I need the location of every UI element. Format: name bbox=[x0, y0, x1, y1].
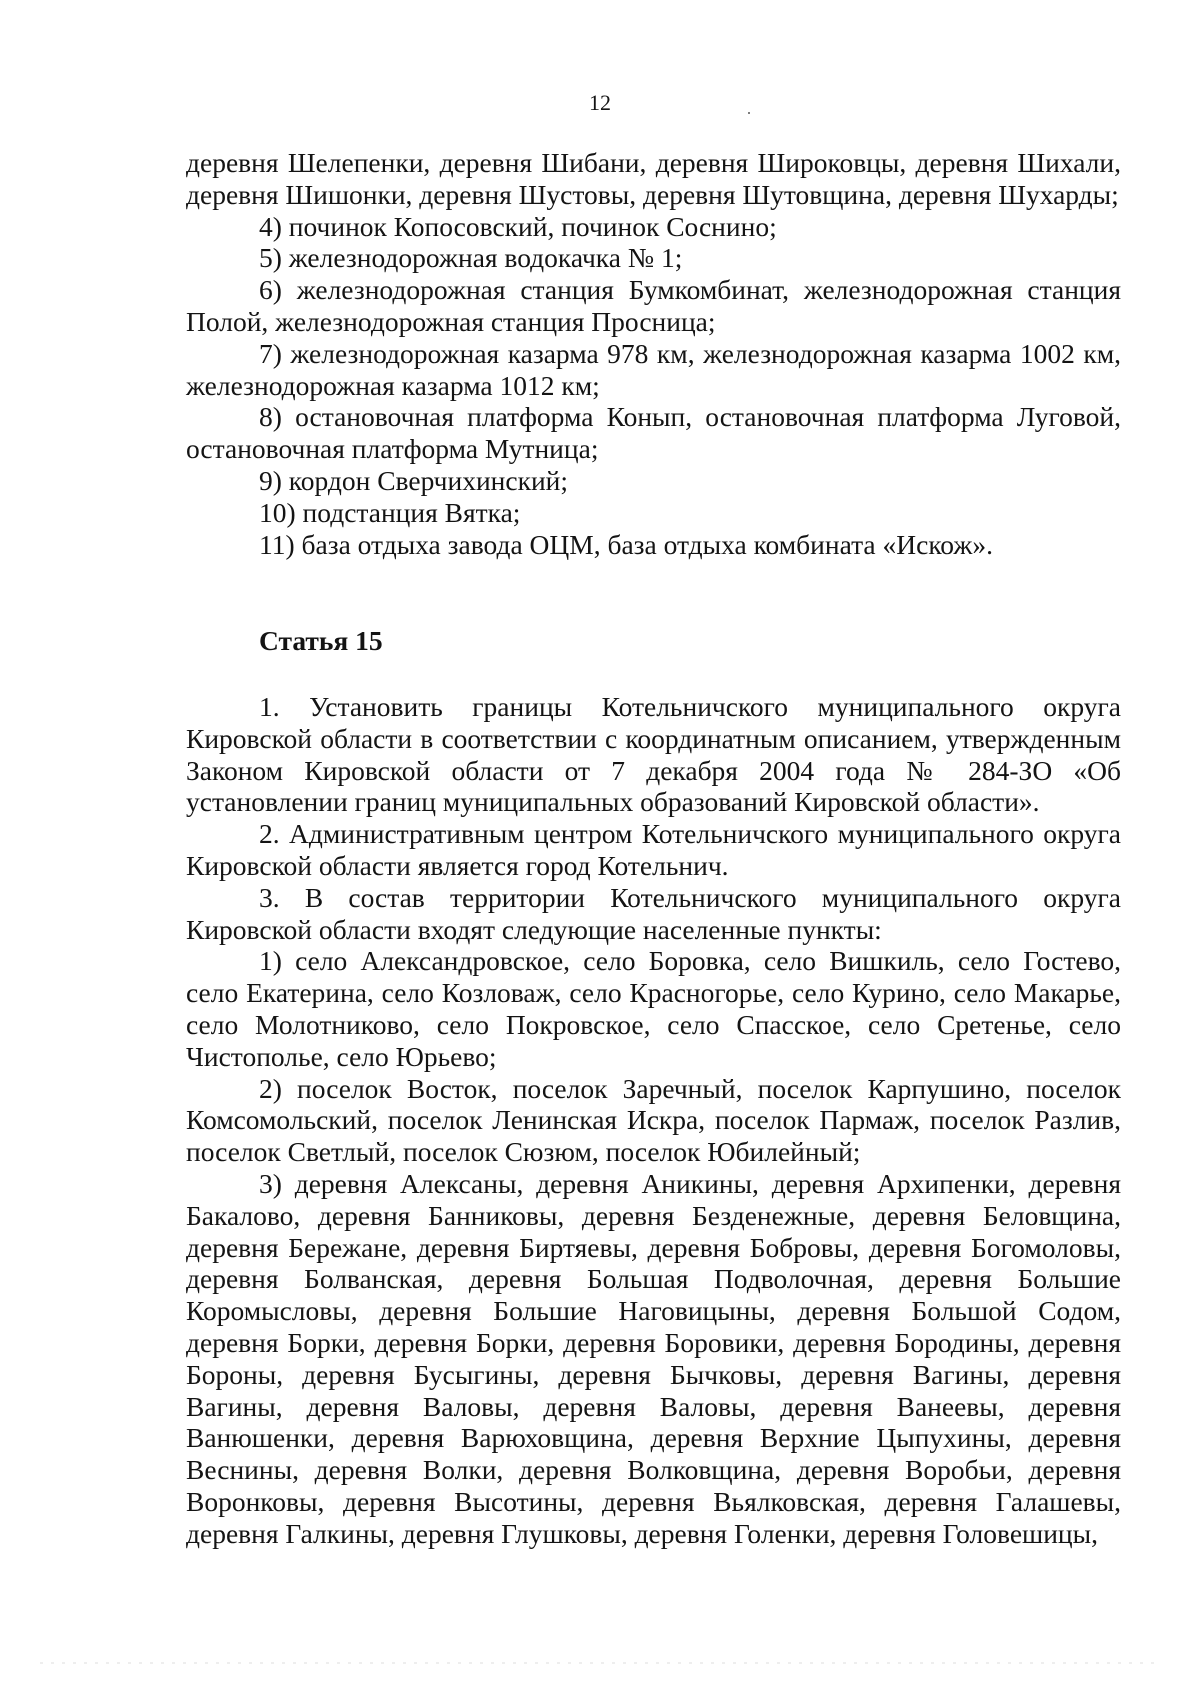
page-number: 12 bbox=[589, 90, 611, 115]
list-item: 3) деревня Алексаны, деревня Аникины, деревня Архипенки, деревня Бакалово, деревня Банниковы, деревня Безденежные, деревня Беловщина, деревня Бережане, деревня Биртяевы, деревня Бобровы, деревня Богомоловы, деревня Болванская, деревня Большая Подволочная, деревня Большие Коромысловы, деревня Большие Наговицыны, деревня Большой Содом, деревня Борки, деревня Борки, деревня Боровики, деревня Бородины, деревня Бороны, деревня Бусыгины, деревня Бычковы, деревня Вагины, деревня Вагины, деревня Валовы, деревня Валовы, деревня Ванеевы, деревня Ванюшенки, деревня Варюховщина, деревня Верхние Цыпухины, деревня Веснины, деревня Волки, деревня Волковщина, деревня Воробьи, деревня Воронковы, деревня Высотины, деревня Вьялковская, деревня Галашевы, деревня Галкины, деревня Глушковы, деревня Голенки, деревня Головешицы, bbox=[186, 1167, 1121, 1549]
article-paragraph: 1. Установить границы Котельничского муниципального округа Кировской области в соответствии с координатным описанием, утвержденным Законом Кировской области от 7 декабря 2004 года № 284-ЗО «Об установлении границ муниципальных образований Кировской области». bbox=[186, 691, 1121, 818]
article-heading: Статья 15 bbox=[259, 625, 383, 656]
list-item: 6) железнодорожная станция Бумкомбинат, железнодорожная станция Полой, железнодорожная станция Просница; bbox=[186, 274, 1121, 337]
list-item: 4) починок Копосовский, починок Соснино; bbox=[259, 210, 777, 242]
scan-speck bbox=[748, 112, 750, 114]
article-paragraph: 3. В состав территории Котельничского муниципального округа Кировской области входят следующие населенные пункты: bbox=[186, 881, 1121, 945]
list-item: 11) база отдыха завода ОЦМ, база отдыха комбината «Искож». bbox=[259, 528, 993, 560]
list-item: 8) остановочная платформа Конып, остановочная платформа Луговой, остановочная платформа Мутница; bbox=[186, 401, 1121, 465]
list-item: 2) поселок Восток, поселок Заречный, поселок Карпушино, поселок Комсомольский, поселок Ленинская Искра, поселок Пармаж, поселок Разлив, поселок Светлый, поселок Сюзюм, поселок Юбилейный; bbox=[186, 1072, 1121, 1168]
article-text-block bbox=[186, 691, 1121, 1550]
list-item: 5) железнодорожная водокачка № 1; bbox=[259, 242, 683, 274]
article-paragraph: 2. Административным центром Котельничского муниципального округа Кировской области является город Котельнич. bbox=[186, 818, 1121, 881]
paragraph: деревня Шелепенки, деревня Шибани, деревня Широковцы, деревня Шихали, деревня Шишонки, деревня Шустовы, деревня Шутовщина, деревня Шухарды; bbox=[186, 147, 1121, 210]
list-item: 7) железнодорожная казарма 978 км, железнодорожная казарма 1002 км, железнодорожная казарма 1012 км; bbox=[186, 337, 1121, 401]
list-item: 1) село Александровское, село Боровка, село Вишкиль, село Гостево, село Екатерина, село Козловаж, село Красногорье, село Курино, село Макарье, село Молотниково, село Покровское, село Спасское, село Сретенье, село Чистополье, село Юрьево; bbox=[186, 945, 1121, 1072]
list-item: 10) подстанция Вятка; bbox=[259, 496, 521, 528]
scan-edge-noise bbox=[40, 1662, 1160, 1664]
list-item: 9) кордон Сверчихинский; bbox=[259, 464, 569, 496]
top-text-block bbox=[186, 147, 1121, 560]
